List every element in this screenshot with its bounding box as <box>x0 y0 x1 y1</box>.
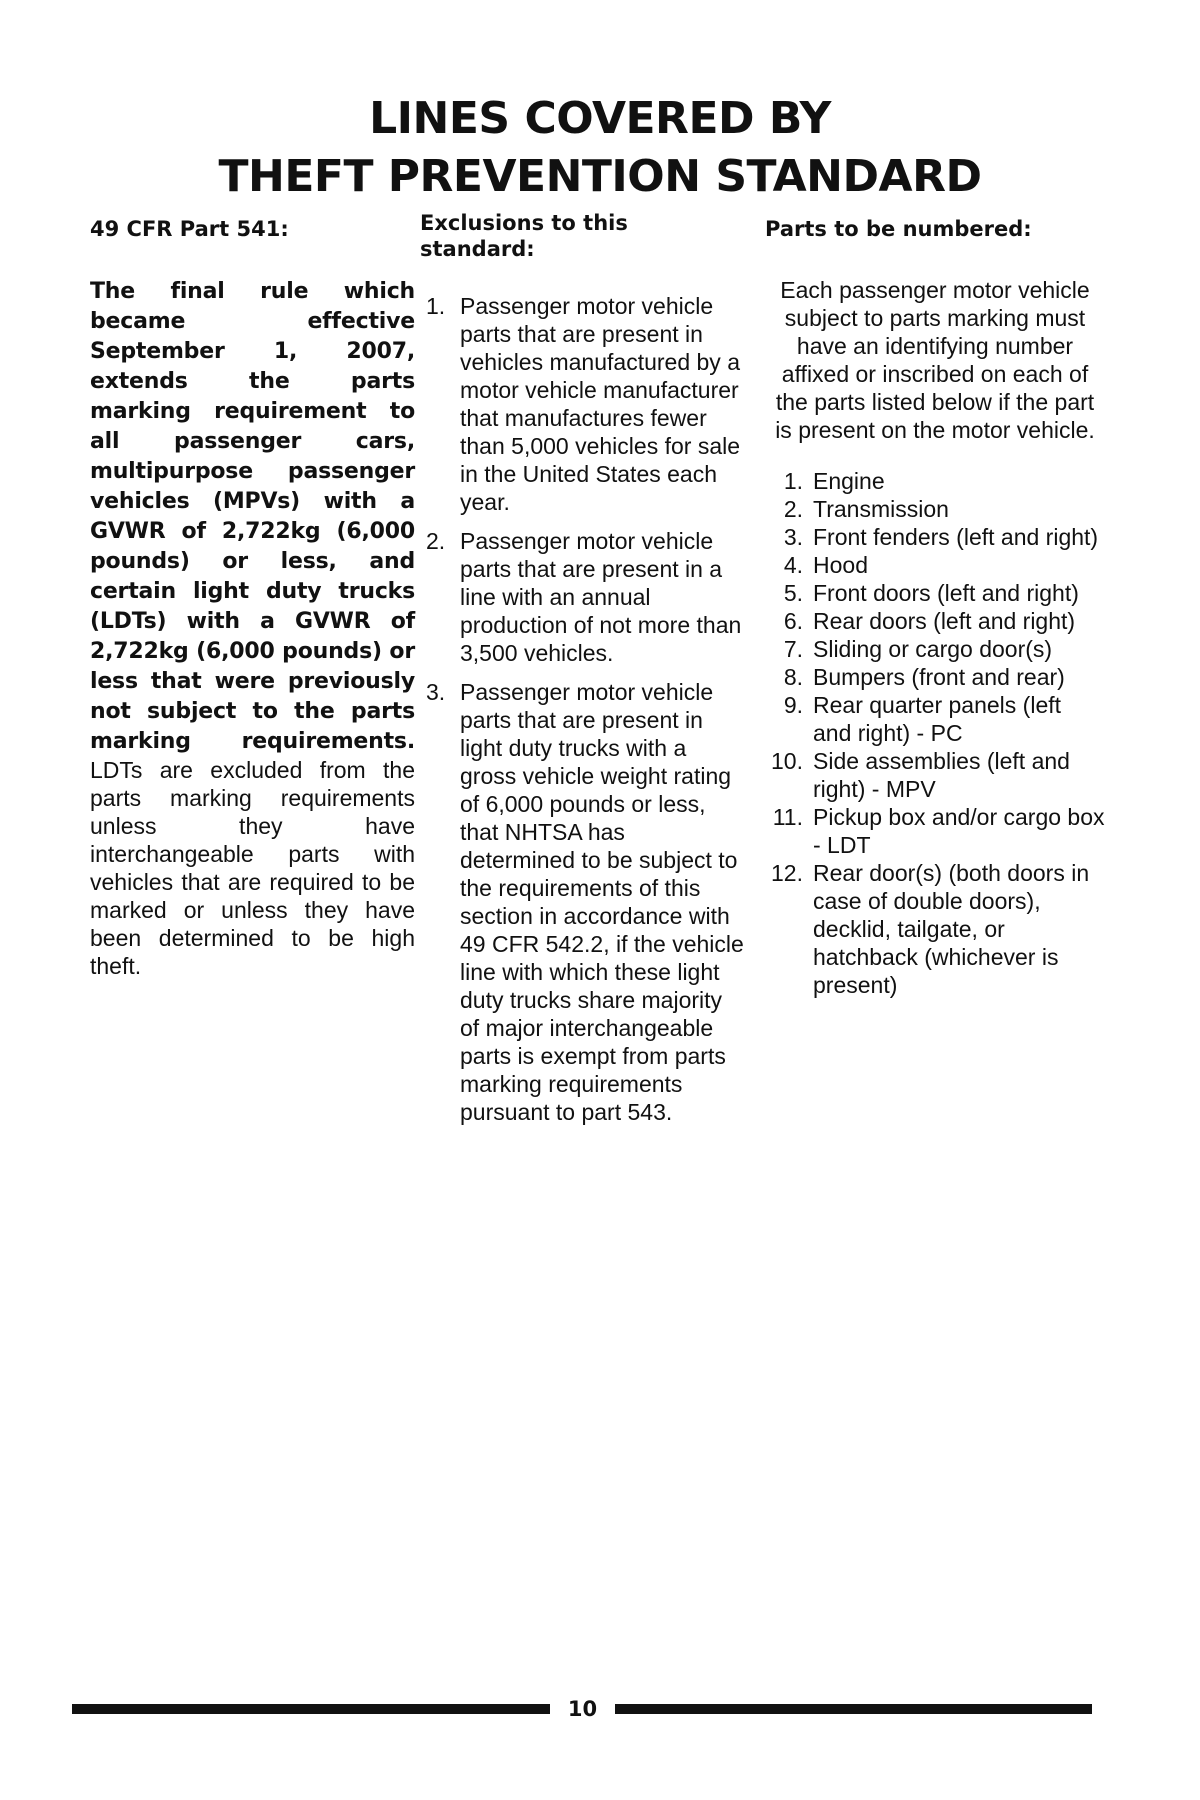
exclusion-number: 2. <box>426 528 446 554</box>
exclusion-number: 1. <box>426 293 446 319</box>
parts-text: Transmission <box>813 496 949 522</box>
parts-text: Engine <box>813 468 885 494</box>
parts-number: 7. <box>783 636 803 662</box>
parts-text: Rear quarter panels (left and right) - PC <box>813 692 1062 746</box>
parts-number: 6. <box>783 608 803 634</box>
parts-text: Pickup box and/or cargo box - LDT <box>813 804 1105 858</box>
page-footer <box>72 1690 1092 1730</box>
exclusions-list <box>420 292 745 1126</box>
exclusions-column <box>420 210 745 1137</box>
parts-text: Rear doors (left and right) <box>813 608 1076 634</box>
exclusion-text: Passenger motor vehicle parts that are present in vehicles manufactured by a motor vehicle manufacturer that manufactures fewer than 5,000 vehicles for sale in the United States each year. <box>460 293 741 515</box>
parts-item <box>765 523 1105 551</box>
parts-text: Front doors (left and right) <box>813 580 1079 606</box>
parts-number: 2. <box>783 496 803 522</box>
regulation-heading: 49 CFR Part 541: <box>90 217 289 241</box>
footer-rule-left <box>72 1704 550 1714</box>
page-title-line-2: THEFT PREVENTION STANDARD <box>218 151 982 202</box>
parts-number: 1. <box>783 468 803 494</box>
parts-number: 3. <box>783 524 803 550</box>
exclusions-heading: Exclusions to this standard: <box>420 211 628 261</box>
parts-item <box>765 663 1105 691</box>
parts-text: Bumpers (front and rear) <box>813 664 1065 690</box>
parts-number: 8. <box>783 664 803 690</box>
parts-number: 10. <box>771 748 803 774</box>
parts-item <box>765 803 1105 859</box>
parts-column <box>765 210 1105 999</box>
parts-number: 12. <box>771 860 803 886</box>
exclusion-number: 3. <box>426 679 446 705</box>
regulation-column <box>90 210 415 1003</box>
regulation-regular-text: LDTs are excluded from the parts marking requirements unless they have interchangeable parts with vehicles that are required to be marked or unless they have been determined to be high theft. <box>90 757 415 979</box>
page-title <box>0 90 1200 206</box>
parts-item <box>765 635 1105 663</box>
parts-number: 9. <box>783 692 803 718</box>
regulation-bold-text: The final rule which became effective September 1, 2007, extends the parts marking requirement to all passenger cars, multipurpose passenger vehicles (MPVs) with a GVWR of 2,722kg (6,000 pounds) or less, and certain light duty trucks (LDTs) with a GVWR of 2,722kg (6,000 pounds) or less that were previously not subject to the parts marking requirements. <box>90 279 415 754</box>
parts-item <box>765 607 1105 635</box>
regulation-paragraph <box>90 276 415 980</box>
parts-item <box>765 579 1105 607</box>
exclusion-text: Passenger motor vehicle parts that are present in a line with an annual production of not more than 3,500 vehicles. <box>460 528 742 666</box>
parts-number: 5. <box>783 580 803 606</box>
parts-item <box>765 747 1105 803</box>
parts-text: Hood <box>813 552 868 578</box>
parts-item <box>765 551 1105 579</box>
parts-item <box>765 691 1105 747</box>
parts-heading: Parts to be numbered: <box>765 217 1032 241</box>
exclusion-text: Passenger motor vehicle parts that are present in light duty trucks with a gross vehicle weight rating of 6,000 pounds or less, that NHTSA has determined to be subject to the requirements of this section in accordance with 49 CFR 542.2, if the vehicle line with which these light duty trucks share majority of major interchangeable parts is exempt from parts marking requirements pursuant to part 543. <box>460 679 744 1125</box>
parts-number: 4. <box>783 552 803 578</box>
parts-intro: Each passenger motor vehicle subject to parts marking must have an identifying number affixed or inscribed on each of the parts listed below if the part is present on the motor vehicle. <box>775 277 1095 443</box>
parts-item <box>765 859 1105 999</box>
parts-item <box>765 495 1105 523</box>
parts-list <box>765 467 1105 999</box>
parts-item <box>765 467 1105 495</box>
page-title-line-1: LINES COVERED BY <box>369 93 831 144</box>
parts-text: Side assemblies (left and right) - MPV <box>813 748 1070 802</box>
page-number: 10 <box>567 1697 598 1721</box>
parts-number: 11. <box>772 804 803 830</box>
exclusion-item <box>420 292 745 516</box>
parts-text: Front fenders (left and right) <box>813 524 1099 550</box>
parts-text: Sliding or cargo door(s) <box>813 636 1053 662</box>
footer-rule-right <box>615 1704 1092 1714</box>
exclusion-item <box>420 527 745 667</box>
exclusion-item <box>420 678 745 1126</box>
parts-text: Rear door(s) (both doors in case of double doors), decklid, tailgate, or hatchback (whichever is present) <box>813 860 1090 998</box>
